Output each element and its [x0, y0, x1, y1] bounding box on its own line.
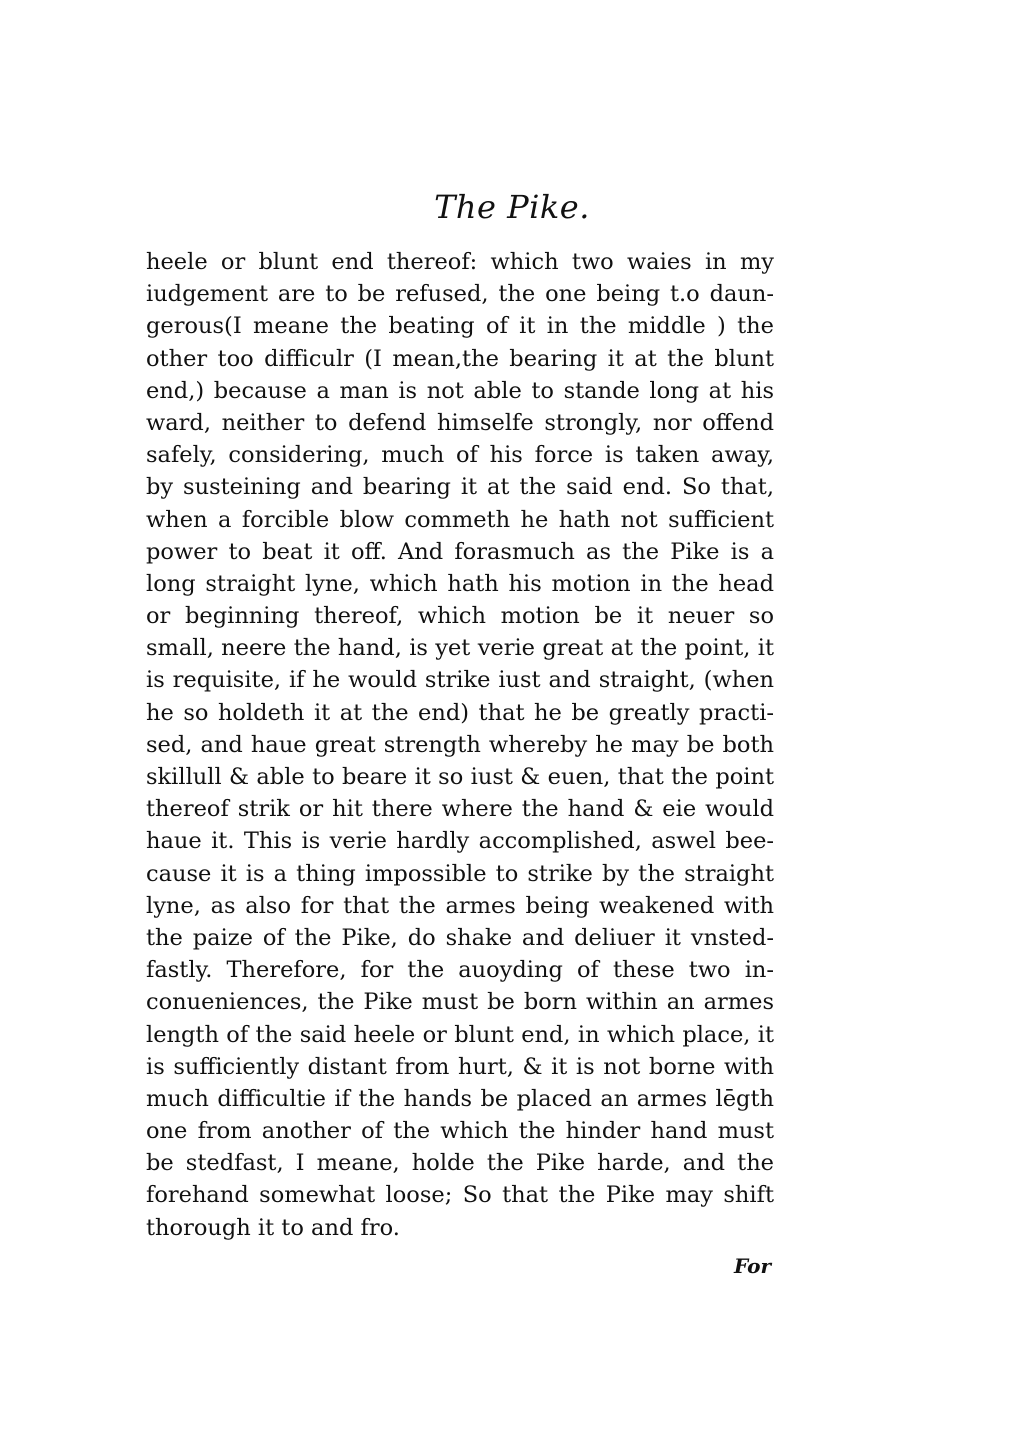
text-line: lyne, as also for that the armes being weakened with [146, 892, 774, 919]
text-line: power to beat it off. And forasmuch as the Pike is a [146, 538, 774, 565]
text-line: he so holdeth it at the end) that he be greatly practi- [146, 699, 774, 726]
text-line: is requisite, if he would strike iust and straight, (when [146, 667, 774, 694]
text-line: conueniences, the Pike must be born within an armes [146, 989, 774, 1016]
text-line: much difficultie if the hands be placed an armes lēgth [146, 1085, 774, 1112]
running-head: The Pike. [434, 188, 590, 226]
text-line: sed, and haue great strength whereby he may be both [146, 731, 774, 758]
text-line: by susteining and bearing it at the said end. So that, [146, 474, 774, 501]
text-line: end,) because a man is not able to stande long at his [146, 377, 774, 404]
text-line: small, neere the hand, is yet verie great at the point, it [146, 635, 774, 662]
text-line: is sufficiently distant from hurt, & it is not borne with [146, 1053, 774, 1080]
body-text [146, 246, 774, 1244]
text-line: length of the said heele or blunt end, in which place, it [146, 1021, 774, 1048]
text-line: iudgement are to be refused, the one being t.o daun- [146, 281, 774, 308]
text-line: the paize of the Pike, do shake and deliuer it vnsted- [146, 924, 774, 951]
text-line: fastly. Therefore, for the auoyding of these two in- [146, 957, 774, 984]
text-line: thorough it to and fro. [146, 1214, 400, 1241]
text-line: cause it is a thing impossible to strike by the straight [146, 860, 774, 887]
text-line: safely, considering, much of his force is taken away, [146, 442, 774, 469]
text-line: when a forcible blow commeth he hath not sufficient [146, 506, 774, 533]
text-line: ward, neither to defend himselfe strongly, nor offend [146, 409, 774, 436]
text-line: gerous(I meane the beating of it in the middle ) the [146, 313, 774, 340]
text-line: heele or blunt end thereof: which two waies in my [146, 249, 774, 275]
text-line: haue it. This is verie hardly accomplished, aswel bee- [146, 828, 774, 855]
text-line: one from another of the which the hinder hand must [146, 1118, 774, 1145]
text-line: skillull & able to beare it so iust & euen, that the point [146, 764, 774, 790]
text-line: long straight lyne, which hath his motion in the head [146, 570, 774, 597]
text-line: forehand somewhat loose; So that the Pike may shift [146, 1182, 774, 1209]
text-line: thereof strik or hit there where the hand & eie would [146, 796, 774, 823]
text-line: be stedfast, I meane, holde the Pike harde, and the [146, 1150, 774, 1177]
catchword: For [734, 1254, 771, 1278]
text-line: other too difficulr (I mean,the bearing it at the blunt [146, 345, 774, 372]
text-line: or beginning thereof, which motion be it neuer so [146, 603, 774, 630]
